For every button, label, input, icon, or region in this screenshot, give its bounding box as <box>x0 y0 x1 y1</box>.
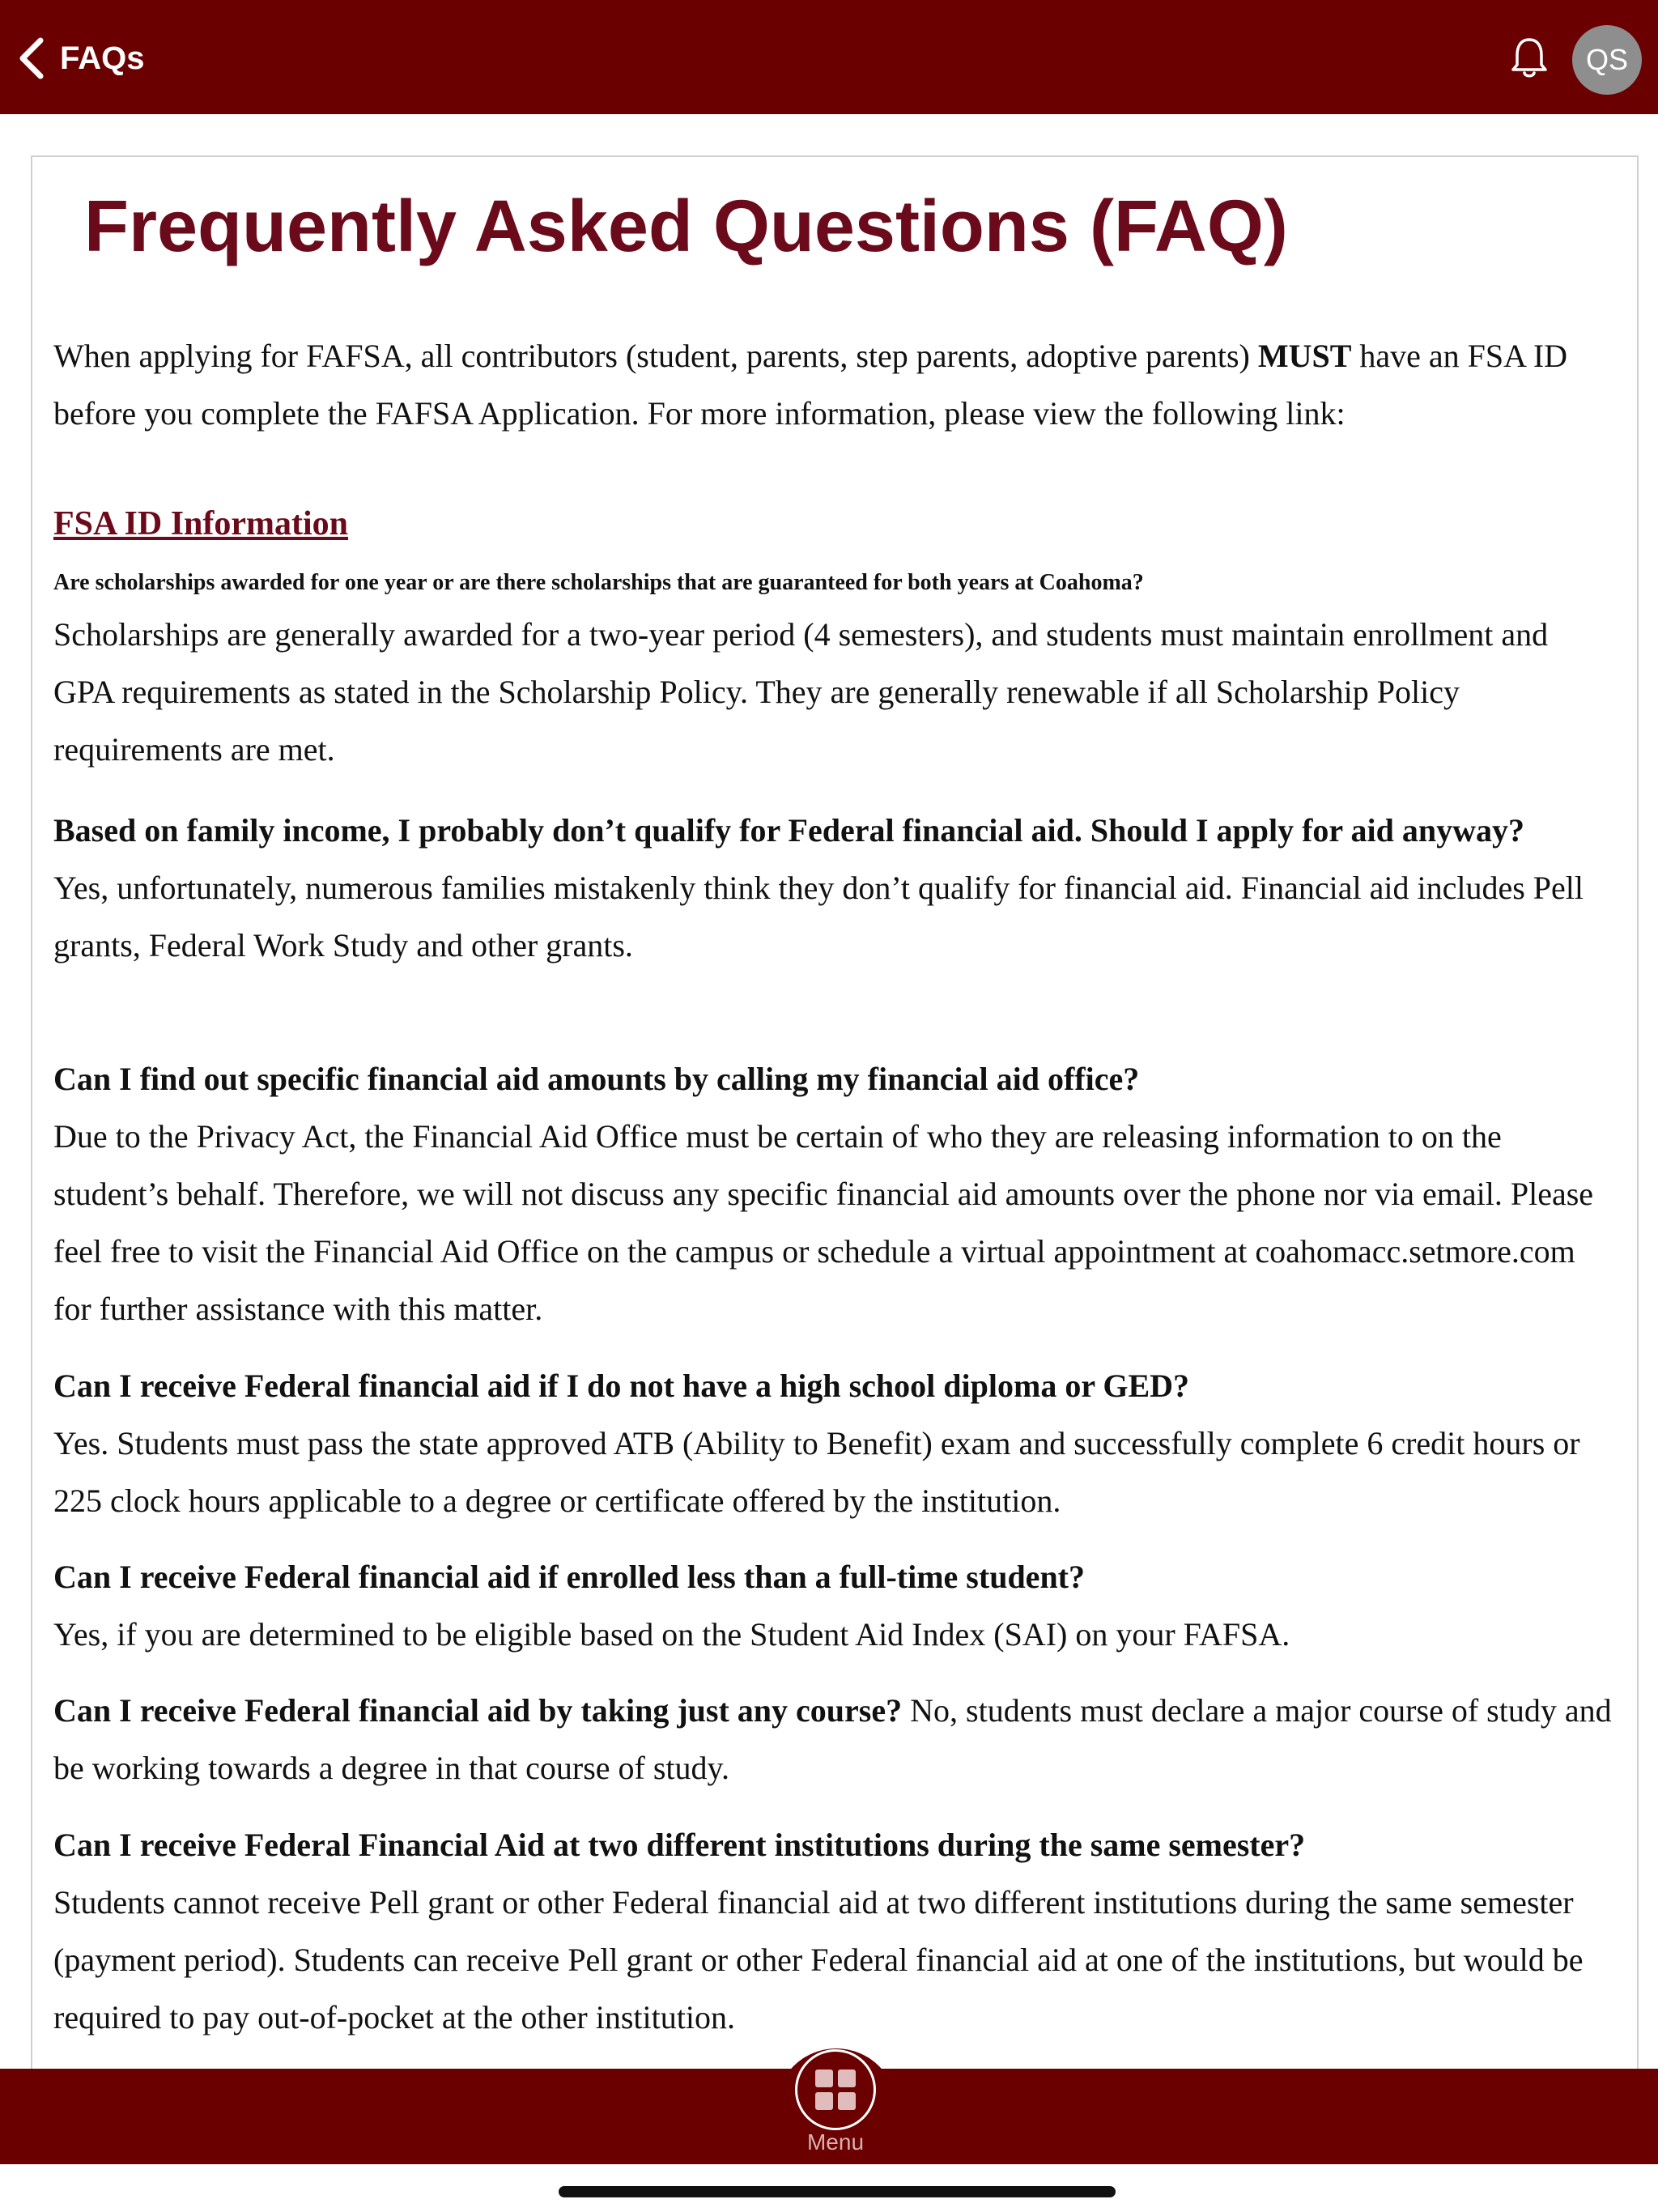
faq-answer: Students cannot receive Pell grant or other Federal financial aid at two different institutions during the same semester (payment period). Students can receive Pell grant or other Federal financial aid at one of the institutions, but would be required to pay out-of-pocket at the other institution. <box>53 1884 1584 2035</box>
faq-answer: Yes, unfortunately, numerous families mistakenly think they don’t qualify for financial aid. Financial aid includes Pell grants, Federal Work Study and other grants. <box>53 870 1584 963</box>
faq-item <box>53 1816 1616 2046</box>
faq-question: Based on family income, I probably don’t qualify for Federal financial aid. Should I apply for aid anyway? <box>53 812 1524 849</box>
grid-icon <box>815 2069 856 2110</box>
menu-button[interactable] <box>795 2049 876 2130</box>
fsa-id-link-row <box>53 495 1616 553</box>
chevron-left-icon <box>18 37 45 79</box>
faq-question: Can I receive Federal financial aid by taking just any course? <box>53 1692 903 1729</box>
bell-icon[interactable] <box>1509 36 1550 79</box>
faq-item <box>53 1548 1616 1663</box>
faq-answer: Yes, if you are determined to be eligible based on the Student Aid Index (SAI) on your FAFSA. <box>53 1616 1290 1653</box>
faq-question: Can I receive Federal financial aid if I do not have a high school diploma or GED? <box>53 1368 1190 1404</box>
faq-answer: Yes. Students must pass the state approved ATB (Ability to Benefit) exam and successfully complete 6 credit hours or 225 clock hours applicable to a degree or certificate offered by the institution. <box>53 1425 1580 1519</box>
faq-answer: No, students must declare a major course of study and be working towards a degree in that course of study. <box>53 1692 1612 1786</box>
home-indicator[interactable] <box>559 2186 1116 2197</box>
faq-item <box>53 1357 1616 1529</box>
faq-item <box>53 802 1616 974</box>
fsa-id-information-link[interactable]: FSA ID Information <box>53 505 349 542</box>
back-label: FAQs <box>60 40 145 76</box>
intro-emphasis: MUST <box>1257 338 1352 374</box>
intro-text-after: have an FSA ID before you complete the FAFSA Application. For more information, please view the following link: <box>53 338 1568 432</box>
faq-question: Can I receive Federal Financial Aid at two different institutions during the same semester? <box>53 1827 1306 1863</box>
faq-answer: Scholarships are generally awarded for a two-year period (4 semesters), and students must maintain enrollment and GPA requirements as stated in the Scholarship Policy. They are generally renewable if all Scholarship Policy requirements are met. <box>53 616 1549 768</box>
faq-item <box>53 1050 1616 1338</box>
top-bar <box>0 0 1658 114</box>
menu-label: Menu <box>806 2129 865 2155</box>
faq-question: Are scholarships awarded for one year or are there scholarships that are guaranteed for both years at Coahoma? <box>53 570 1144 595</box>
back-button[interactable] <box>18 32 144 84</box>
faq-question: Can I receive Federal financial aid if enrolled less than a full-time student? <box>53 1559 1086 1595</box>
intro-paragraph <box>53 327 1616 442</box>
faq-item <box>53 1682 1616 1797</box>
page-title: Frequently Asked Questions (FAQ) <box>84 186 1288 267</box>
faq-item <box>53 567 1616 778</box>
faq-answer: Due to the Privacy Act, the Financial Aid Office must be certain of who they are releasing information to on the student’s behalf. Therefore, we will not discuss any specific financial aid amounts over the phone nor via email. Please feel free to visit the Financial Aid Office on the campus or schedule a virtual appointment at coahomacc.setmore.com for further assistance with this matter. <box>53 1118 1594 1327</box>
intro-text-before: When applying for FAFSA, all contributors (student, parents, step parents, adoptive parents) <box>53 338 1258 374</box>
avatar[interactable]: QS <box>1572 25 1642 95</box>
faq-question: Can I find out specific financial aid amounts by calling my financial aid office? <box>53 1061 1140 1097</box>
